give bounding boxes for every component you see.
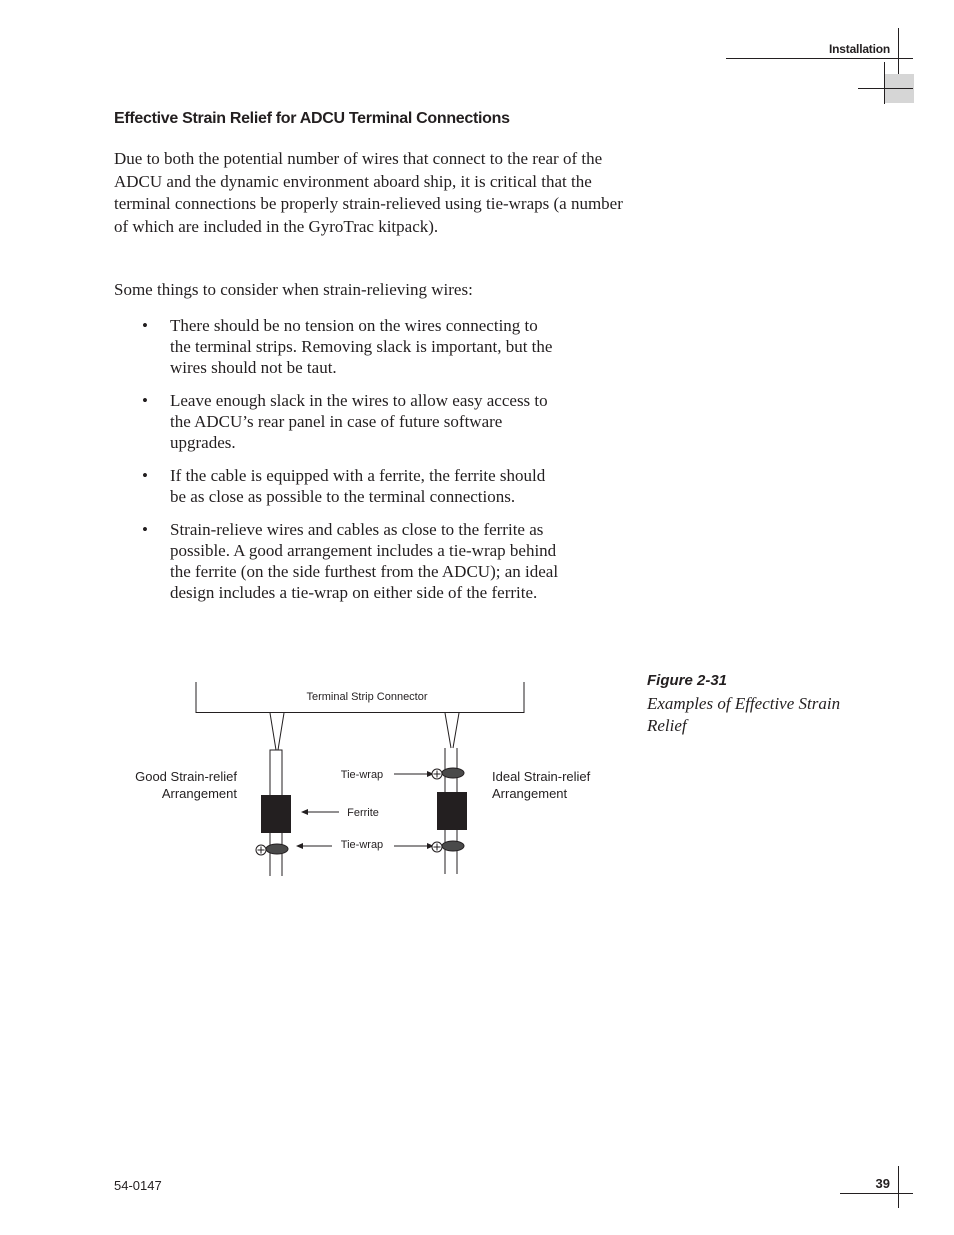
ideal-cable-wires <box>445 713 459 748</box>
figure-label: Figure 2-31 <box>647 672 728 689</box>
ideal-ferrite <box>437 792 467 830</box>
bullet-glyph: • <box>142 391 148 410</box>
tiewrap-bottom-label: Tie-wrap <box>340 839 384 851</box>
lead-in-paragraph: Some things to consider when strain-relieving wires: <box>114 280 473 299</box>
list-item: • There should be no tension on the wires connecting to the terminal strips. Removing slack is important, but the wires should not be taut. <box>142 316 553 377</box>
ideal-arrangement-label-line2: Arrangement <box>492 786 568 801</box>
tiewrap-top-label: Tie-wrap <box>340 769 384 781</box>
list-item: • Leave enough slack in the wires to allow easy access to the ADCU’s rear panel in case of future software upgrades. <box>142 391 548 452</box>
bullet-glyph: • <box>142 466 148 485</box>
ideal-tiewrap-bottom <box>432 841 464 852</box>
ideal-arrangement-label-line1: Ideal Strain-relief <box>492 769 591 784</box>
bullet-glyph: • <box>142 316 148 335</box>
section-title: Effective Strain Relief for ADCU Terminal Connections <box>114 110 510 127</box>
intro-paragraph: Due to both the potential number of wires that connect to the rear of the ADCU and the dynamic environment aboard ship, it is critical that the terminal connections be properly strain-relieved using tie-wraps (a number of which are included in the GyroTrac kitpack). <box>114 149 623 236</box>
bullet-glyph: • <box>142 520 148 539</box>
ferrite-label: Ferrite <box>347 807 379 819</box>
arrow-head <box>301 809 308 815</box>
good-cable-wires <box>270 713 284 750</box>
good-arrangement-label-line2: Arrangement <box>161 786 237 801</box>
strain-relief-diagram <box>110 672 620 882</box>
arrow-head <box>296 843 303 849</box>
good-arrangement-label-line1: Good Strain-relief <box>135 769 237 784</box>
list-item: • If the cable is equipped with a ferrite, the ferrite should be as close as possible to the terminal connections. <box>142 466 546 506</box>
ideal-tiewrap-top <box>432 768 464 779</box>
connector-label: Terminal Strip Connector <box>306 691 428 703</box>
running-header: Installation <box>829 42 890 56</box>
figure-caption <box>647 670 847 738</box>
list-item: • Strain-relieve wires and cables as close to the ferrite as possible. A good arrangement includes a tie-wrap behind the ferrite (on the side furthest from the ADCU); an ideal design includes a tie-wrap on either side of the ferrite. <box>142 520 559 602</box>
document-number: 54-0147 <box>114 1178 162 1193</box>
good-ferrite <box>261 795 291 833</box>
good-cable-jacket <box>270 750 282 796</box>
good-tiewrap-bottom <box>256 844 288 855</box>
page-number: 39 <box>875 1176 890 1191</box>
bullet-list <box>140 315 560 615</box>
figure-caption-text: Examples of Effective Strain Relief <box>647 693 841 735</box>
